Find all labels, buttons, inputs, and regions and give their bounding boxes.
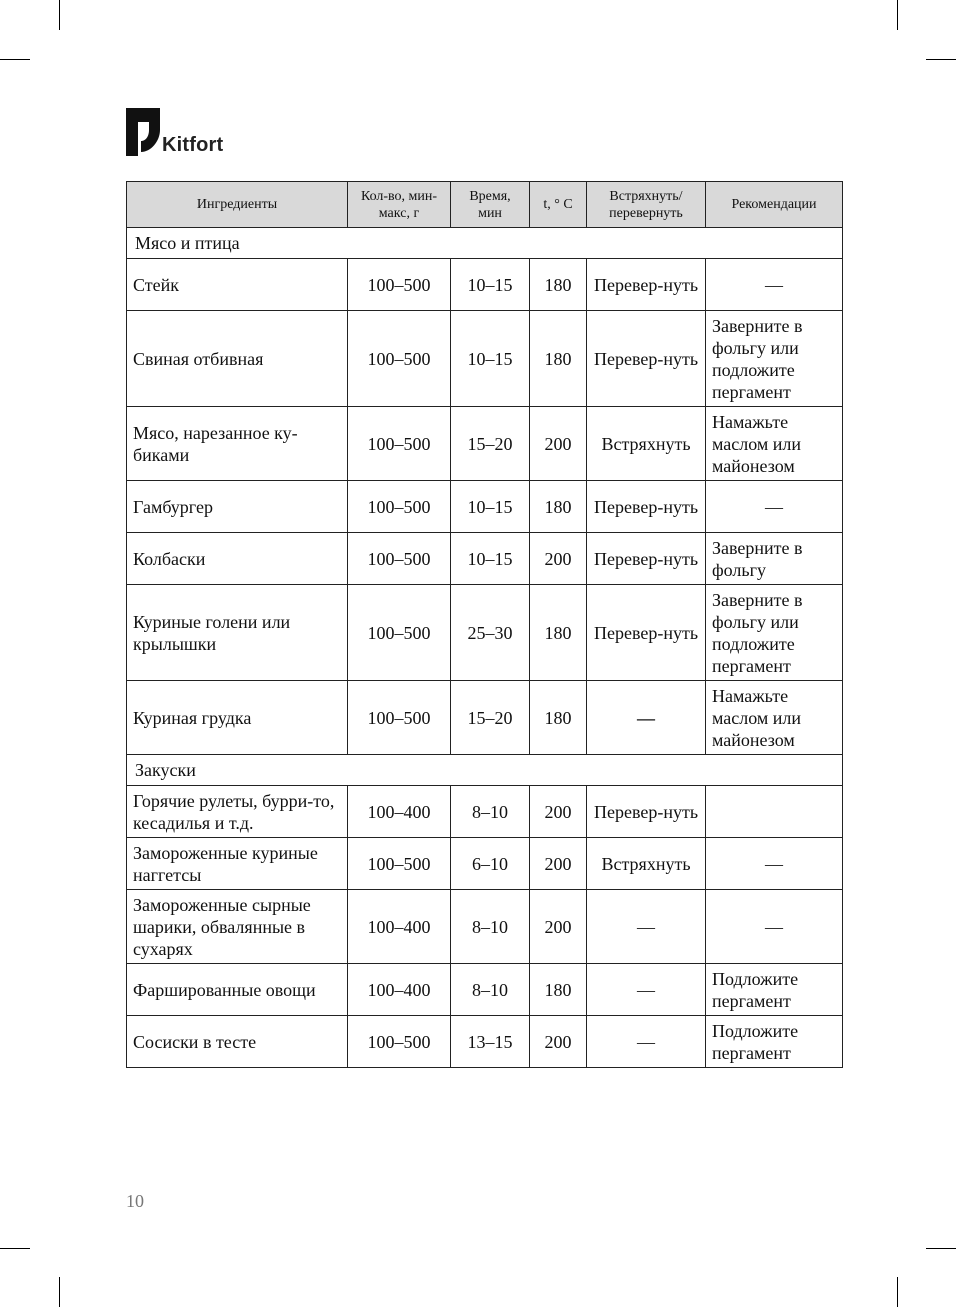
brand-logo (126, 108, 223, 156)
cell-recommendation: — (706, 259, 843, 311)
cell-temperature: 180 (530, 311, 587, 407)
cell-ingredient: Стейк (127, 259, 348, 311)
table-row (127, 481, 843, 533)
cell-recommendation: Подложите пергамент (706, 1016, 843, 1068)
cell-time: 15–20 (451, 407, 530, 481)
cell-ingredient: Куриные голени или крылышки (127, 585, 348, 681)
cell-temperature: 180 (530, 481, 587, 533)
cell-ingredient: Фаршированные овощи (127, 964, 348, 1016)
cell-time: 10–15 (451, 311, 530, 407)
table-header-row (127, 182, 843, 228)
table-row (127, 407, 843, 481)
table-row (127, 585, 843, 681)
cell-ingredient: Замороженные сырные шарики, обвалянные в сухарях (127, 890, 348, 964)
cell-action: Перевер-нуть (587, 481, 706, 533)
crop-mark (926, 59, 956, 60)
table-row (127, 259, 843, 311)
cell-action: Перевер-нуть (587, 533, 706, 585)
cell-time: 8–10 (451, 964, 530, 1016)
cell-time: 8–10 (451, 786, 530, 838)
cell-action: Встряхнуть (587, 407, 706, 481)
header-ingredients: Ингредиенты (127, 182, 348, 228)
cell-action: Перевер-нуть (587, 259, 706, 311)
cell-quantity: 100–500 (348, 407, 451, 481)
header-quantity: Кол-во, мин-макс, г (348, 182, 451, 228)
page-number: 10 (126, 1191, 144, 1211)
cell-recommendation: Подложите пергамент (706, 964, 843, 1016)
cell-time: 10–15 (451, 481, 530, 533)
cell-time: 8–10 (451, 890, 530, 964)
cell-time: 10–15 (451, 259, 530, 311)
cell-recommendation: Заверните в фольгу или подложите пергамент (706, 585, 843, 681)
cell-action: Перевер-нуть (587, 786, 706, 838)
table-row (127, 681, 843, 755)
cell-temperature: 200 (530, 786, 587, 838)
cell-ingredient: Сосиски в тесте (127, 1016, 348, 1068)
crop-mark (0, 1248, 30, 1249)
table-row (127, 786, 843, 838)
cell-time: 10–15 (451, 533, 530, 585)
cell-quantity: 100–500 (348, 838, 451, 890)
cell-ingredient: Куриная грудка (127, 681, 348, 755)
crop-mark (897, 1277, 898, 1307)
cell-quantity: 100–500 (348, 533, 451, 585)
cell-quantity: 100–500 (348, 681, 451, 755)
header-recommendations: Рекомендации (706, 182, 843, 228)
cell-temperature: 200 (530, 838, 587, 890)
cell-ingredient: Колбаски (127, 533, 348, 585)
cell-temperature: 200 (530, 890, 587, 964)
header-temperature: t, ° C (530, 182, 587, 228)
cell-recommendation: Заверните в фольгу (706, 533, 843, 585)
cell-action: Перевер-нуть (587, 311, 706, 407)
cooking-table (126, 181, 843, 1068)
cell-recommendation: — (706, 481, 843, 533)
cell-quantity: 100–400 (348, 786, 451, 838)
cell-action: — (587, 1016, 706, 1068)
cell-action: Перевер-нуть (587, 585, 706, 681)
cell-temperature: 180 (530, 259, 587, 311)
cell-quantity: 100–500 (348, 311, 451, 407)
cell-ingredient: Горячие рулеты, бурри-то, кесадилья и т.д. (127, 786, 348, 838)
cell-temperature: 180 (530, 681, 587, 755)
cell-action: — (587, 964, 706, 1016)
cell-recommendation: Заверните в фольгу или подложите пергамент (706, 311, 843, 407)
cell-recommendation: Намажьте маслом или майонезом (706, 681, 843, 755)
cell-quantity: 100–400 (348, 890, 451, 964)
table-row (127, 311, 843, 407)
cell-quantity: 100–500 (348, 585, 451, 681)
cell-ingredient: Гамбургер (127, 481, 348, 533)
cell-temperature: 200 (530, 407, 587, 481)
cell-time: 15–20 (451, 681, 530, 755)
cell-quantity: 100–500 (348, 1016, 451, 1068)
kitfort-logo-icon (126, 108, 160, 156)
cell-ingredient: Замороженные куриные наггетсы (127, 838, 348, 890)
crop-mark (897, 0, 898, 30)
section-row (127, 755, 843, 786)
section-title: Мясо и птица (127, 228, 843, 259)
cell-recommendation: — (706, 890, 843, 964)
table-row (127, 890, 843, 964)
cell-ingredient: Свиная отбивная (127, 311, 348, 407)
cell-action: Встряхнуть (587, 838, 706, 890)
header-shake-flip: Встряхнуть/ перевернуть (587, 182, 706, 228)
table-row (127, 1016, 843, 1068)
cell-action: — (587, 681, 706, 755)
cell-recommendation: Намажьте маслом или майонезом (706, 407, 843, 481)
cell-quantity: 100–500 (348, 481, 451, 533)
header-time: Время, мин (451, 182, 530, 228)
cell-ingredient: Мясо, нарезанное ку-биками (127, 407, 348, 481)
cell-temperature: 180 (530, 585, 587, 681)
cell-quantity: 100–400 (348, 964, 451, 1016)
crop-mark (926, 1248, 956, 1249)
crop-mark (0, 59, 30, 60)
cell-recommendation (706, 786, 843, 838)
cell-recommendation: — (706, 838, 843, 890)
table-row (127, 533, 843, 585)
cell-action: — (587, 890, 706, 964)
cell-temperature: 180 (530, 964, 587, 1016)
table-row (127, 838, 843, 890)
section-row (127, 228, 843, 259)
cell-time: 6–10 (451, 838, 530, 890)
crop-mark (59, 1277, 60, 1307)
cell-temperature: 200 (530, 533, 587, 585)
table-row (127, 964, 843, 1016)
cell-temperature: 200 (530, 1016, 587, 1068)
brand-name: Kitfort (162, 134, 224, 156)
cell-quantity: 100–500 (348, 259, 451, 311)
section-title: Закуски (127, 755, 843, 786)
crop-mark (59, 0, 60, 30)
cell-time: 25–30 (451, 585, 530, 681)
cell-time: 13–15 (451, 1016, 530, 1068)
